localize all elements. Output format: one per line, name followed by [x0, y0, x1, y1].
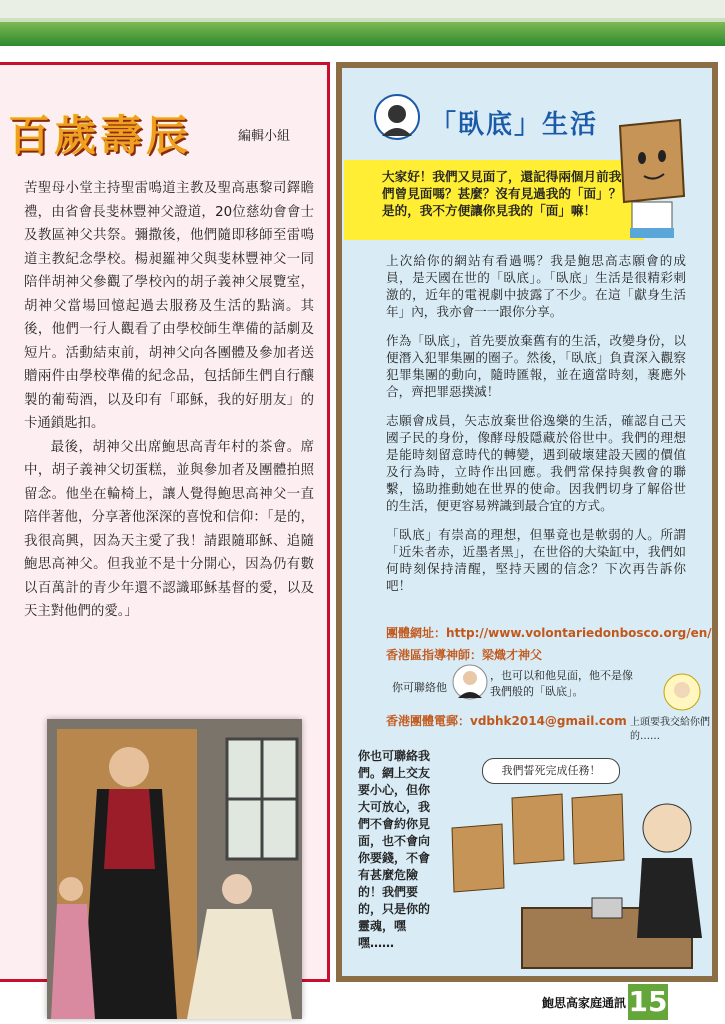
- section-title: 「臥底」生活: [430, 110, 599, 140]
- contact-suffix: ，也可以和他見面，他不是像我們般的「臥底」。: [490, 669, 633, 698]
- mascots-illustration: [442, 788, 710, 973]
- paper-bag-mascot-icon: [610, 116, 690, 246]
- email-link[interactable]: 香港團體電郵：vdbhk2014@gmail.com: [386, 714, 627, 728]
- page-number: 15: [628, 985, 668, 1018]
- director-info: 香港區指導神師：梁熾才神父: [386, 648, 543, 662]
- top-banner: [0, 0, 725, 46]
- right-article: [336, 62, 718, 982]
- paragraph-2: 最後，胡神父出席鮑思高青年村的茶會。席中，胡子義神父切蛋糕，並與參加者及團體拍照留念。他坐在輪椅上，讓人覺得鮑思高神父一直陪伴著他，分享著他深深的喜悅和信仰：「是的，我很高興，因為天主愛了我！請跟隨耶穌、追隨鮑思高神父。但我並不是十分開心，因為仍有數以百萬計的青少年還不認識耶穌基督的愛，以及天主對他們的愛。」: [24, 439, 314, 619]
- right-paragraph-2: 作為「臥底」，首先要放棄舊有的生活，改變身份，以便潛入犯罪集團的圈子。然後，「臥底」負責深入觀察犯罪集團的動向，隨時匯報，並在適當時刻，裹應外合，齊把罪惡撲滅！: [386, 333, 686, 399]
- handoff-caption: 上頭要我交給你們的……: [630, 717, 710, 742]
- website-link[interactable]: 團體網址：http://www.volontariedonbosco.org/en/: [386, 626, 712, 640]
- right-body: [386, 252, 686, 606]
- right-paragraph-1: 上次給你的網站有看過嗎？我是鮑思高志願會的成員，是天國在世的「臥底」。「臥底」生活是很精彩刺激的，近年的電視劇中披露了不少。在這「獻身生活年」內，我亦會一一跟你分享。: [386, 253, 686, 319]
- right-paragraph-3: 志願會成員，矢志放棄世俗逸樂的生活，確認自己天國子民的身份，像酵母般隱藏於俗世中。我們的理想是能時刻留意時代的轉變，遇到破壞建設天國的價值及行為時，立時作出回應。我們常保持與教會的聯繫，協助推動她在世界的使命。因我們切身了解俗世的生活，便更容易辨識到最合宜的方式。: [386, 413, 686, 513]
- article-body: [24, 177, 314, 624]
- intro-text: 大家好！我們又見面了，還記得兩個月前我們曾見面嗎？甚麼？沒有見過我的「面」？是的，我不方便讓你見我的「面」嘛！: [382, 169, 622, 218]
- publication-name: 鮑思高家庭通訊: [542, 996, 627, 1010]
- priest-portrait-icon: [374, 94, 420, 140]
- founder-avatar-icon: [662, 672, 702, 712]
- side-note: 你也可聯絡我們。網上交友要小心，但你大可放心，我們不會約你見面，也不會向你要錢，不會有甚麼危險的！我們要的，只是你的靈魂，嘿嘿……: [358, 749, 431, 950]
- director-avatar-icon: [452, 664, 488, 700]
- contact-prefix: 你可聯絡他: [392, 681, 447, 694]
- right-paragraph-4: 「臥底」有崇高的理想，但畢竟也是軟弱的人。所謂「近朱者赤，近墨者黑」，在世俗的大染缸中，我們如何時刻保持清醒，堅持天國的信念？下次再告訴你吧！: [386, 527, 686, 593]
- speech-balloon: 我們誓死完成任務！: [482, 758, 620, 784]
- ceremony-photo: [47, 719, 302, 1019]
- paragraph-1: 苦聖母小堂主持聖雷鳴道主教及聖高惠黎司鐸瞻禮，由省會長斐林豐神父證道，20位慈幼會會士及教區神父共祭。彌撒後，他們隨即移師至雷鳴道主教紀念學校。楊昶羅神父與斐林豐神父一同陪伴胡神父參觀了學校內的胡子義神父展覽室，胡神父當場回憶起過去服務及生活的點滴。其後，他們一行人觀看了由學校師生準備的話劇及短片。活動結束前，胡神父向各團體及參加者送贈兩件由學校準備的紀念品，包括師生們自行釀製的葡萄酒，以及印有「耶穌，我的好朋友」的卡通鎖匙扣。: [24, 181, 314, 431]
- left-article: [0, 62, 330, 982]
- article-title: 百歲壽辰: [8, 111, 193, 160]
- article-author: 編輯小組: [238, 129, 291, 144]
